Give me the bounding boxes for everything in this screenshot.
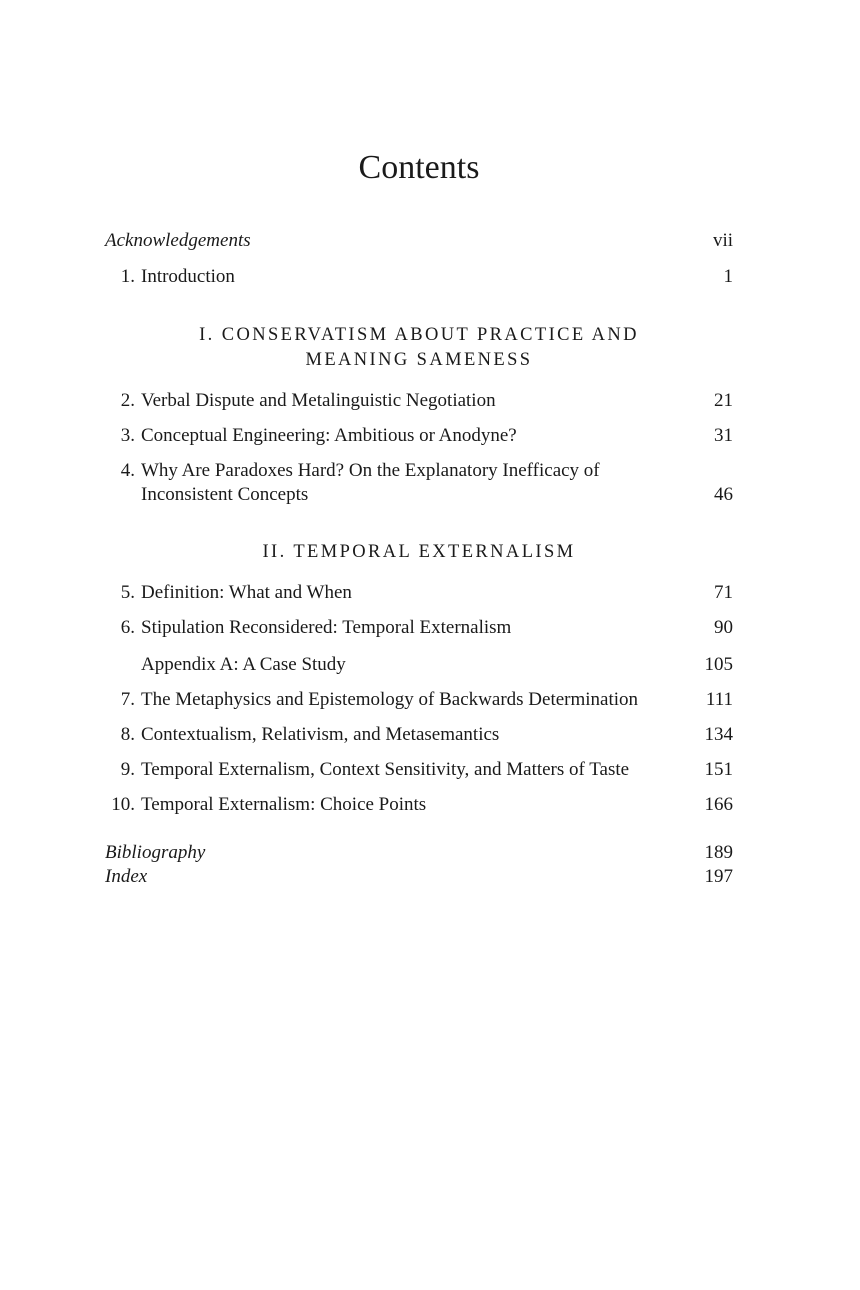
entry-page: 46	[714, 484, 733, 505]
entry-title: Temporal Externalism, Context Sensitivity, and Matters of Taste	[141, 759, 630, 780]
entry-title: Bibliography	[105, 842, 206, 863]
entry-title: Appendix A: A Case Study	[141, 654, 346, 675]
entry-page: 1	[723, 266, 733, 287]
entry-number: 5.	[120, 582, 135, 603]
part-heading-2: II. TEMPORAL EXTERNALISM	[262, 542, 576, 562]
entry-number: 2.	[120, 390, 135, 411]
toc-entry-acknowledgements[interactable]	[105, 229, 733, 253]
entry-title: Acknowledgements	[105, 230, 251, 251]
entry-title: Definition: What and When	[141, 582, 352, 603]
part-heading-1-line-2: MEANING SAMENESS	[305, 350, 533, 370]
toc-entry-appendix-a[interactable]	[105, 653, 733, 677]
toc-entry-chapter-9[interactable]	[105, 758, 733, 782]
entry-title: Contextualism, Relativism, and Metasemantics	[141, 724, 500, 745]
entry-page: 111	[705, 689, 733, 710]
entry-page: 31	[714, 425, 733, 446]
entry-title: Temporal Externalism: Choice Points	[141, 794, 427, 815]
toc-entry-chapter-2[interactable]	[105, 389, 733, 413]
entry-page: 151	[704, 759, 733, 780]
toc-entry-chapter-7[interactable]	[105, 688, 733, 712]
entry-number: 6.	[120, 617, 135, 638]
entry-number: 9.	[120, 759, 135, 780]
part-heading-1-line-1: I. CONSERVATISM ABOUT PRACTICE AND	[199, 325, 639, 345]
toc-entry-chapter-6[interactable]	[105, 616, 733, 640]
entry-number: 8.	[120, 724, 135, 745]
entry-number: 1.	[120, 266, 135, 287]
entry-page: 197	[704, 866, 733, 887]
entry-title: Stipulation Reconsidered: Temporal Externalism	[141, 617, 512, 638]
entry-page: 71	[714, 582, 733, 603]
entry-title: Why Are Paradoxes Hard? On the Explanatory Inefficacy of Inconsistent Concepts	[141, 460, 600, 505]
entry-number: 10.	[111, 794, 135, 815]
entry-page: 21	[714, 390, 733, 411]
entry-number: 3.	[120, 425, 135, 446]
entry-page: 189	[704, 842, 733, 863]
entry-page: 90	[714, 617, 733, 638]
entry-title: Introduction	[141, 266, 235, 287]
toc-entry-chapter-4[interactable]	[105, 459, 733, 507]
entry-number: 7.	[120, 689, 135, 710]
toc-entry-chapter-10[interactable]	[105, 793, 733, 817]
entry-page: 166	[704, 794, 733, 815]
toc-entry-chapter-8[interactable]	[105, 723, 733, 747]
toc-entry-bibliography[interactable]	[105, 841, 733, 865]
toc-entry-chapter-3[interactable]	[105, 424, 733, 448]
toc-entry-chapter-1[interactable]	[105, 265, 733, 289]
entry-title: Verbal Dispute and Metalinguistic Negotiation	[141, 390, 496, 411]
toc-entry-index[interactable]	[105, 865, 733, 889]
entry-page: vii	[712, 230, 733, 251]
entry-number: 4.	[120, 460, 135, 481]
entry-page: 105	[704, 654, 733, 675]
entry-title: Index	[105, 866, 148, 887]
page-title: Contents	[358, 149, 480, 186]
toc-entry-chapter-5[interactable]	[105, 581, 733, 605]
entry-page: 134	[704, 724, 733, 745]
entry-title: The Metaphysics and Epistemology of Backwards Determination	[141, 689, 639, 710]
entry-title: Conceptual Engineering: Ambitious or Anodyne?	[141, 425, 517, 446]
